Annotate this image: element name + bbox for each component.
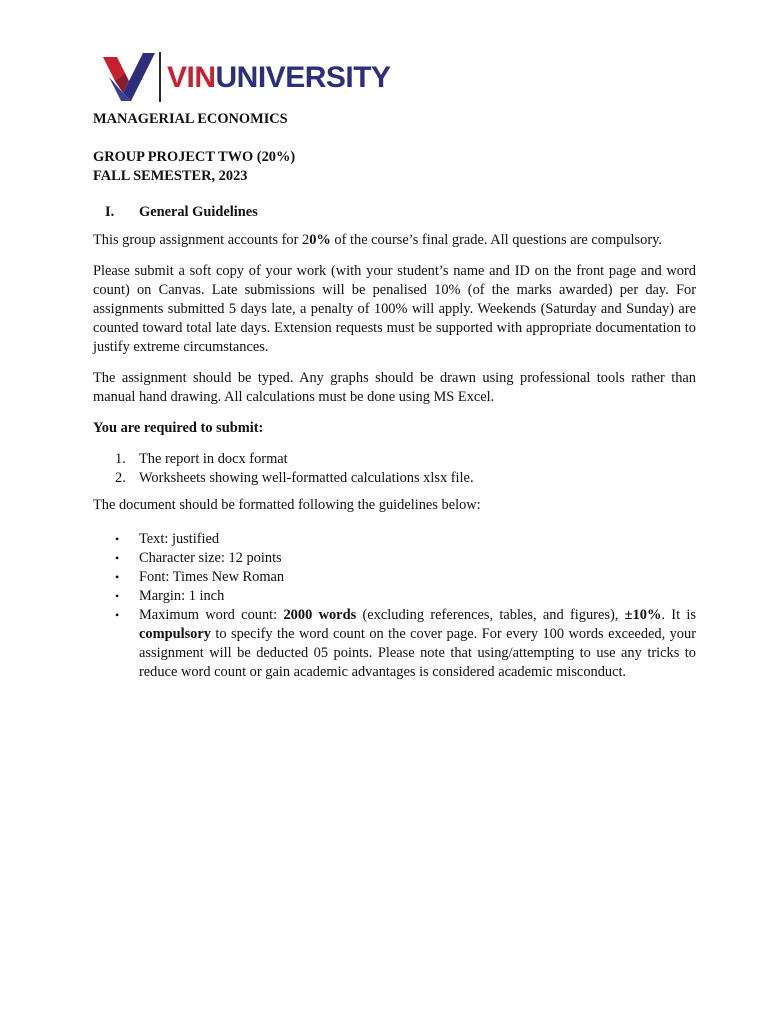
paragraph-grade-weight: This group assignment accounts for 20% of the course’s final grade. All questions are compulsory. — [93, 232, 662, 248]
logo-wordmark: VINUNIVERSITY — [167, 61, 391, 94]
bullet-icon: • — [115, 570, 120, 584]
format-guidelines-list — [93, 530, 696, 682]
bullet-icon: • — [115, 551, 120, 565]
section-title: General Guidelines — [139, 204, 258, 220]
section-heading — [93, 203, 696, 222]
list-item: • Font: Times New Roman — [93, 568, 696, 587]
list-item: 2. Worksheets showing well-formatted calculations xlsx file. — [115, 470, 474, 486]
logo-v-mark-icon — [103, 53, 155, 103]
logo-divider — [159, 52, 161, 102]
project-title: GROUP PROJECT TWO (20%) — [93, 149, 296, 165]
list-item-word-count: • Maximum word count: 2000 words (excluding references, tables, and figures), ±10%. It is compulsory to specify the word count on the cover page. For every 100 words exceeded, your assignment will be deducted 05 points. Please note that using/attempting to use any tricks to reduce word count or gain academic advantages is considered academic misconduct. — [93, 606, 696, 682]
section-number: I. — [105, 204, 115, 220]
format-intro: The document should be formatted following the guidelines below: — [93, 497, 481, 513]
submit-list — [93, 450, 696, 488]
list-item: 1. The report in docx format — [115, 451, 288, 467]
paragraph-submission-policy: Please submit a soft copy of your work (with your student’s name and ID on the front page and word count) on Canvas. Late submissions will be penalised 10% (of the marks awarded) per day. For assignments submitted 5 days late, a penalty of 100% will apply. Weekends (Saturday and Sunday) are counted toward total late days. Extension requests must be supported with appropriate documentation to justify extreme circumstances. — [93, 263, 696, 355]
submit-heading: You are required to submit: — [93, 420, 264, 436]
bullet-icon: • — [115, 608, 120, 622]
course-title: MANAGERIAL ECONOMICS — [93, 111, 288, 127]
semester-title: FALL SEMESTER, 2023 — [93, 168, 248, 184]
list-item: • Margin: 1 inch — [93, 587, 696, 606]
vinuniversity-logo — [93, 46, 391, 111]
list-item: • Text: justified — [93, 530, 696, 549]
bullet-icon: • — [115, 532, 120, 546]
paragraph-typing-requirements: The assignment should be typed. Any graphs should be drawn using professional tools rather than manual hand drawing. All calculations must be done using MS Excel. — [93, 370, 696, 405]
list-item: • Character size: 12 points — [93, 549, 696, 568]
document-body — [93, 110, 696, 682]
bullet-icon: • — [115, 589, 120, 603]
